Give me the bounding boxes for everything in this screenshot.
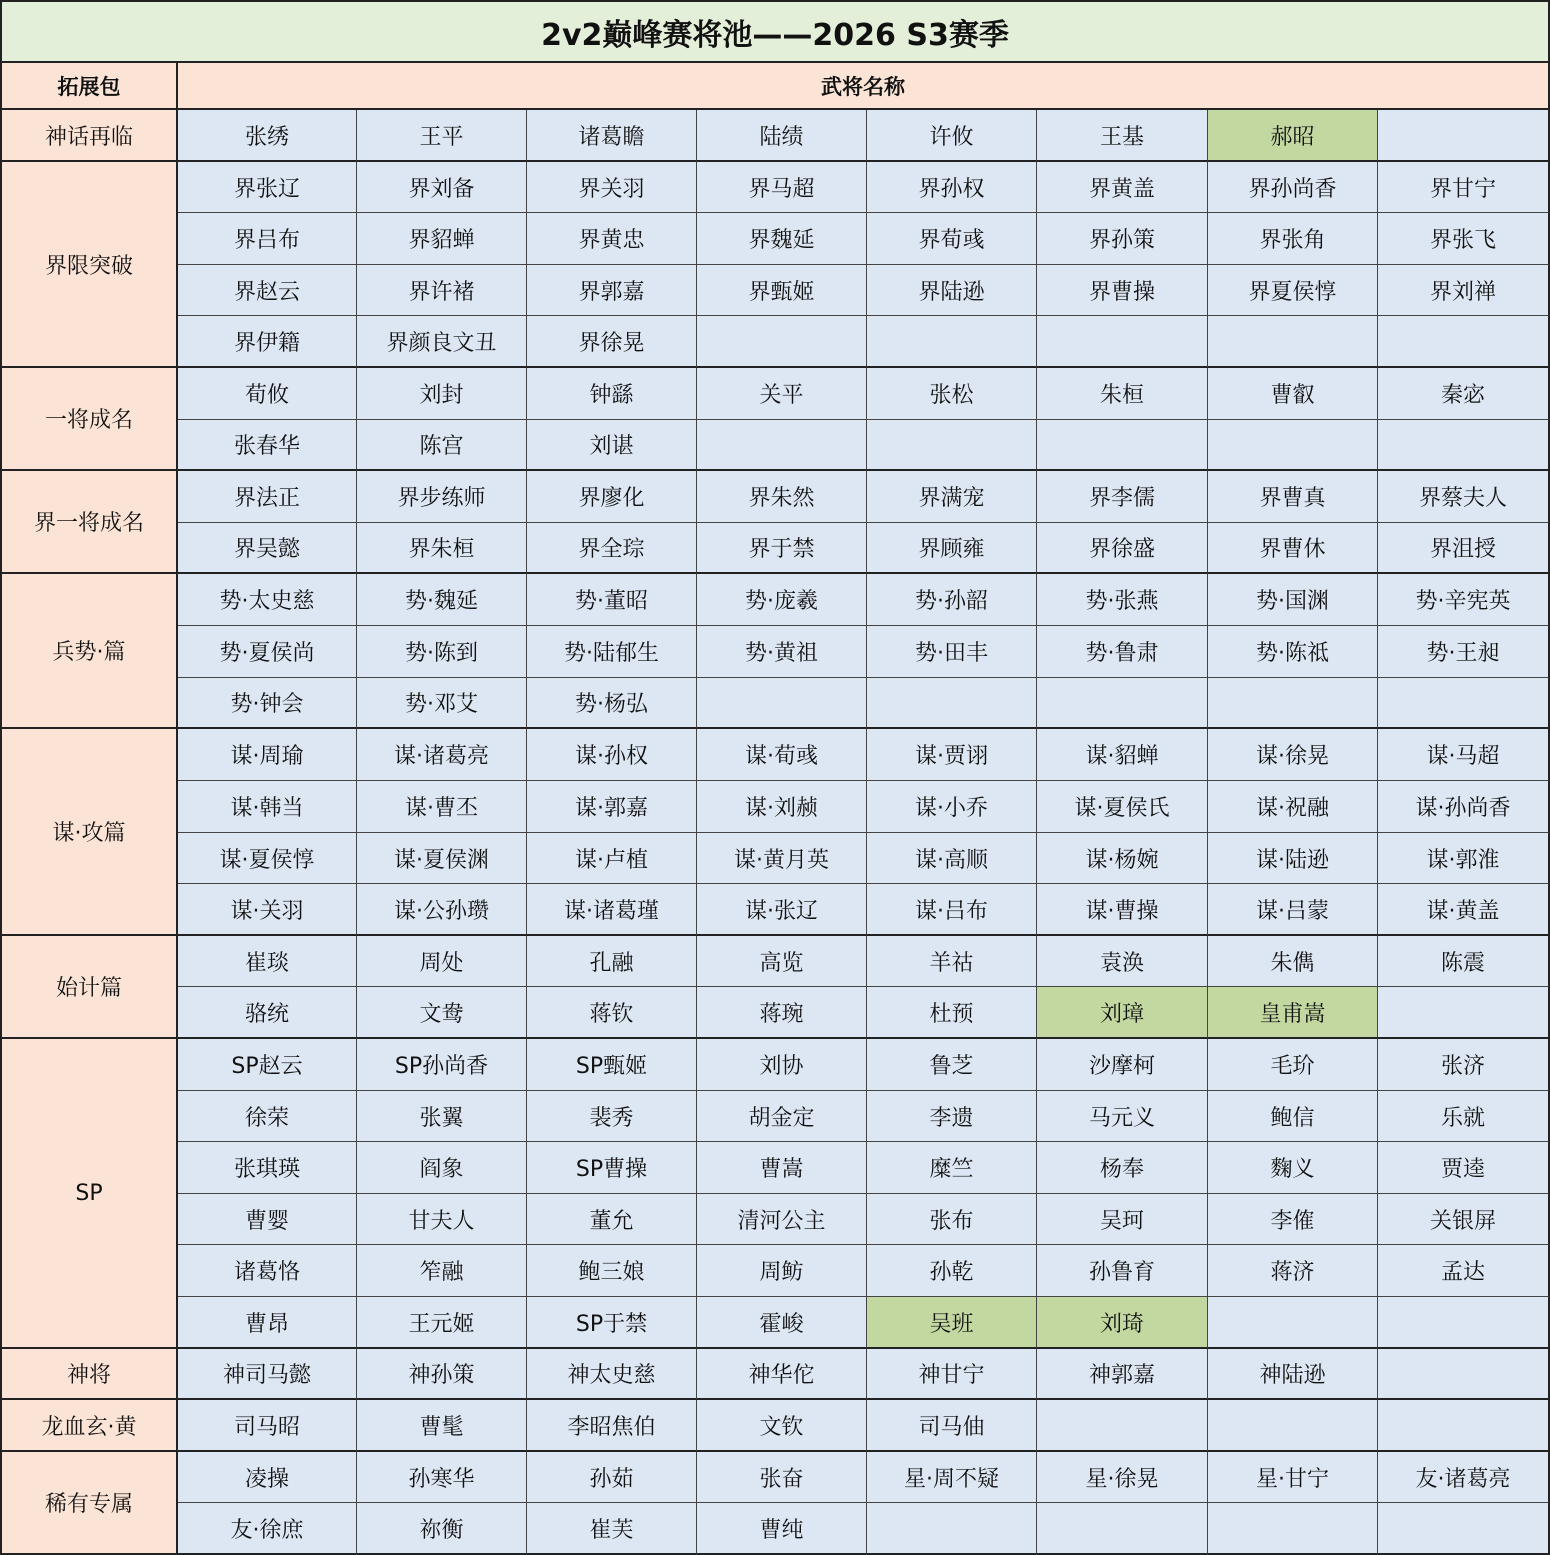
header-row	[0, 63, 1550, 110]
hero-cell: 郝昭	[1208, 110, 1378, 162]
hero-cell: 甘夫人	[357, 1194, 527, 1245]
pack-label: 一将成名	[0, 368, 178, 471]
hero-cell: 势·杨弘	[527, 678, 697, 729]
hero-cell: 势·邓艾	[357, 678, 527, 729]
hero-cell: 势·庞羲	[697, 574, 867, 626]
hero-cell: 友·诸葛亮	[1378, 1452, 1550, 1503]
hero-cell: 刘琦	[1037, 1297, 1208, 1349]
hero-cell: 界全琮	[527, 523, 697, 574]
empty-cell	[867, 1503, 1037, 1555]
hero-cell: 许攸	[867, 110, 1037, 162]
hero-cell: SP孙尚香	[357, 1039, 527, 1091]
hero-cell: 曹昂	[178, 1297, 357, 1349]
empty-cell	[1208, 678, 1378, 729]
hero-cell: 诸葛瞻	[527, 110, 697, 162]
empty-cell	[1378, 420, 1550, 471]
hero-cell: 高览	[697, 936, 867, 987]
hero-cell: 陈宫	[357, 420, 527, 471]
hero-cell: SP曹操	[527, 1142, 697, 1194]
hero-cell: 谋·黄盖	[1378, 884, 1550, 936]
hero-cell: 司马伷	[867, 1400, 1037, 1452]
empty-cell	[1378, 1349, 1550, 1400]
hero-cell: 界曹休	[1208, 523, 1378, 574]
hero-cell: 毛玠	[1208, 1039, 1378, 1091]
hero-cell: 羊祜	[867, 936, 1037, 987]
hero-cell: 乐就	[1378, 1091, 1550, 1142]
hero-cell: 马元义	[1037, 1091, 1208, 1142]
hero-cell: 李遗	[867, 1091, 1037, 1142]
hero-cell: 界蔡夫人	[1378, 471, 1550, 523]
hero-cell: SP于禁	[527, 1297, 697, 1349]
hero-cell: 刘璋	[1037, 987, 1208, 1039]
hero-cell: 周处	[357, 936, 527, 987]
hero-cell: 胡金定	[697, 1091, 867, 1142]
hero-cell: 张春华	[178, 420, 357, 471]
hero-cell: 陆绩	[697, 110, 867, 162]
hero-cell: 张绣	[178, 110, 357, 162]
hero-cell: 清河公主	[697, 1194, 867, 1245]
hero-cell: 谋·徐晃	[1208, 729, 1378, 781]
hero-cell: 崔琰	[178, 936, 357, 987]
hero-cell: 界刘禅	[1378, 265, 1550, 316]
hero-cell: 骆统	[178, 987, 357, 1039]
hero-cell: 陈震	[1378, 936, 1550, 987]
hero-cell: 谋·公孙瓒	[357, 884, 527, 936]
hero-cell: SP赵云	[178, 1039, 357, 1091]
hero-cell: 界张角	[1208, 213, 1378, 265]
hero-cell: 谋·孙尚香	[1378, 781, 1550, 833]
hero-cell: 界廖化	[527, 471, 697, 523]
empty-cell	[1378, 987, 1550, 1039]
hero-cell: 神甘宁	[867, 1349, 1037, 1400]
hero-cell: 谋·吕布	[867, 884, 1037, 936]
empty-cell	[867, 420, 1037, 471]
hero-cell: 界刘备	[357, 162, 527, 213]
hero-cell: 张松	[867, 368, 1037, 420]
hero-cell: 鲁芝	[867, 1039, 1037, 1091]
hero-cell: 界孙权	[867, 162, 1037, 213]
hero-cell: 朱儁	[1208, 936, 1378, 987]
hero-cell: 贾逵	[1378, 1142, 1550, 1194]
hero-cell: 神陆逊	[1208, 1349, 1378, 1400]
hero-cell: 谋·小乔	[867, 781, 1037, 833]
hero-cell: 谋·高顺	[867, 833, 1037, 884]
hero-cell: 笮融	[357, 1245, 527, 1297]
hero-cell: 界李儒	[1037, 471, 1208, 523]
hero-cell: 谋·贾诩	[867, 729, 1037, 781]
hero-cell: 谋·黄月英	[697, 833, 867, 884]
hero-cell: 谋·诸葛瑾	[527, 884, 697, 936]
hero-cell: 界曹操	[1037, 265, 1208, 316]
hero-cell: 神孙策	[357, 1349, 527, 1400]
hero-cell: 界顾雍	[867, 523, 1037, 574]
hero-cell: 杨奉	[1037, 1142, 1208, 1194]
hero-cell: 神华佗	[697, 1349, 867, 1400]
hero-cell: 崔芙	[527, 1503, 697, 1555]
hero-cell: 界吕布	[178, 213, 357, 265]
hero-cell: 界吴懿	[178, 523, 357, 574]
hero-cell: 星·周不疑	[867, 1452, 1037, 1503]
empty-cell	[1378, 1297, 1550, 1349]
hero-cell: 钟繇	[527, 368, 697, 420]
hero-cell: 秦宓	[1378, 368, 1550, 420]
empty-cell	[1208, 1503, 1378, 1555]
hero-cell: 界张辽	[178, 162, 357, 213]
hero-cell: 谋·马超	[1378, 729, 1550, 781]
hero-cell: 谋·陆逊	[1208, 833, 1378, 884]
empty-cell	[867, 316, 1037, 368]
hero-cell: 王基	[1037, 110, 1208, 162]
hero-cell: 张奋	[697, 1452, 867, 1503]
hero-cell: 势·钟会	[178, 678, 357, 729]
hero-cell: 界夏侯惇	[1208, 265, 1378, 316]
hero-cell: 界伊籍	[178, 316, 357, 368]
pack-label: 神将	[0, 1349, 178, 1400]
empty-cell	[1037, 1400, 1208, 1452]
hero-cell: 谋·貂蝉	[1037, 729, 1208, 781]
hero-cell: 李傕	[1208, 1194, 1378, 1245]
hero-cell: 谋·夏侯渊	[357, 833, 527, 884]
hero-cell: 司马昭	[178, 1400, 357, 1452]
hero-cell: 界颜良文丑	[357, 316, 527, 368]
hero-cell: 势·辛宪英	[1378, 574, 1550, 626]
hero-cell: 谋·曹操	[1037, 884, 1208, 936]
hero-cell: 界朱然	[697, 471, 867, 523]
empty-cell	[697, 420, 867, 471]
pack-label: 龙血玄·黄	[0, 1400, 178, 1452]
hero-cell: 蒋钦	[527, 987, 697, 1039]
hero-cell: 界许褚	[357, 265, 527, 316]
hero-cell: 曹髦	[357, 1400, 527, 1452]
hero-cell: 界步练师	[357, 471, 527, 523]
empty-cell	[697, 678, 867, 729]
empty-cell	[1208, 1297, 1378, 1349]
empty-cell	[1037, 316, 1208, 368]
hero-cell: 关银屏	[1378, 1194, 1550, 1245]
hero-cell: 谋·夏侯氏	[1037, 781, 1208, 833]
hero-cell: 糜竺	[867, 1142, 1037, 1194]
hero-cell: 势·黄祖	[697, 626, 867, 678]
hero-cell: 霍峻	[697, 1297, 867, 1349]
hero-cell: 曹婴	[178, 1194, 357, 1245]
hero-cell: 张布	[867, 1194, 1037, 1245]
hero-cell: 势·田丰	[867, 626, 1037, 678]
hero-cell: 蒋琬	[697, 987, 867, 1039]
hero-cell: 势·鲁肃	[1037, 626, 1208, 678]
pack-label: 界限突破	[0, 162, 178, 368]
hero-cell: 吴珂	[1037, 1194, 1208, 1245]
empty-cell	[1208, 1400, 1378, 1452]
hero-cell: 谋·吕蒙	[1208, 884, 1378, 936]
hero-cell: 谋·周瑜	[178, 729, 357, 781]
hero-cell: 裴秀	[527, 1091, 697, 1142]
hero-cell: 文鸯	[357, 987, 527, 1039]
hero-cell: 沙摩柯	[1037, 1039, 1208, 1091]
hero-cell: 董允	[527, 1194, 697, 1245]
empty-cell	[1378, 316, 1550, 368]
hero-cell: 张琪瑛	[178, 1142, 357, 1194]
hero-cell: 势·陆郁生	[527, 626, 697, 678]
empty-cell	[867, 678, 1037, 729]
hero-cell: 势·孙韶	[867, 574, 1037, 626]
hero-cell: 星·徐晃	[1037, 1452, 1208, 1503]
hero-cell: 鲍三娘	[527, 1245, 697, 1297]
hero-cell: 鲍信	[1208, 1091, 1378, 1142]
hero-cell: 友·徐庶	[178, 1503, 357, 1555]
hero-cell: 关平	[697, 368, 867, 420]
hero-cell: 孔融	[527, 936, 697, 987]
hero-cell: 势·魏延	[357, 574, 527, 626]
pack-label: 谋·攻篇	[0, 729, 178, 936]
empty-cell	[1037, 678, 1208, 729]
empty-cell	[1037, 1503, 1208, 1555]
hero-cell: 界荀彧	[867, 213, 1037, 265]
hero-cell: 李昭焦伯	[527, 1400, 697, 1452]
hero-cell: 界甄姬	[697, 265, 867, 316]
hero-cell: 谋·曹丕	[357, 781, 527, 833]
hero-cell: 谋·卢植	[527, 833, 697, 884]
hero-cell: 界沮授	[1378, 523, 1550, 574]
empty-cell	[1378, 1400, 1550, 1452]
hero-cell: 谋·韩当	[178, 781, 357, 833]
hero-cell: 孟达	[1378, 1245, 1550, 1297]
hero-cell: 曹纯	[697, 1503, 867, 1555]
hero-cell: 曹叡	[1208, 368, 1378, 420]
hero-cell: 界甘宁	[1378, 162, 1550, 213]
hero-cell: 界郭嘉	[527, 265, 697, 316]
hero-cell: 刘封	[357, 368, 527, 420]
hero-cell: 势·国渊	[1208, 574, 1378, 626]
hero-cell: 周鲂	[697, 1245, 867, 1297]
empty-cell	[1037, 420, 1208, 471]
hero-cell: 界朱桓	[357, 523, 527, 574]
hero-cell: 势·董昭	[527, 574, 697, 626]
hero-cell: 界陆逊	[867, 265, 1037, 316]
hero-cell: 界张飞	[1378, 213, 1550, 265]
hero-cell: 皇甫嵩	[1208, 987, 1378, 1039]
hero-cell: 曹嵩	[697, 1142, 867, 1194]
hero-cell: 谋·郭淮	[1378, 833, 1550, 884]
hero-cell: 势·太史慈	[178, 574, 357, 626]
hero-cell: 诸葛恪	[178, 1245, 357, 1297]
hero-cell: 孙寒华	[357, 1452, 527, 1503]
hero-cell: 界孙尚香	[1208, 162, 1378, 213]
hero-cell: 界马超	[697, 162, 867, 213]
hero-cell: 文钦	[697, 1400, 867, 1452]
hero-cell: 谋·夏侯惇	[178, 833, 357, 884]
hero-cell: 界魏延	[697, 213, 867, 265]
hero-cell: 界满宠	[867, 471, 1037, 523]
hero-cell: 吴班	[867, 1297, 1037, 1349]
hero-cell: 界黄盖	[1037, 162, 1208, 213]
hero-cell: 界黄忠	[527, 213, 697, 265]
hero-cell: 神郭嘉	[1037, 1349, 1208, 1400]
hero-cell: 阎象	[357, 1142, 527, 1194]
hero-cell: 孙鲁育	[1037, 1245, 1208, 1297]
hero-cell: 朱桓	[1037, 368, 1208, 420]
hero-cell: 徐荣	[178, 1091, 357, 1142]
hero-cell: 势·夏侯尚	[178, 626, 357, 678]
hero-cell: 孙茹	[527, 1452, 697, 1503]
hero-cell: 谋·荀彧	[697, 729, 867, 781]
empty-cell	[1208, 316, 1378, 368]
hero-cell: 张济	[1378, 1039, 1550, 1091]
hero-cell: 凌操	[178, 1452, 357, 1503]
hero-cell: 势·陈祗	[1208, 626, 1378, 678]
hero-cell: 界关羽	[527, 162, 697, 213]
hero-cell: 王元姬	[357, 1297, 527, 1349]
hero-cell: 谋·杨婉	[1037, 833, 1208, 884]
pack-label: 兵势·篇	[0, 574, 178, 729]
hero-cell: 麴义	[1208, 1142, 1378, 1194]
hero-cell: 谋·诸葛亮	[357, 729, 527, 781]
header-names: 武将名称	[178, 63, 1550, 110]
hero-cell: 星·甘宁	[1208, 1452, 1378, 1503]
hero-cell: 界貂蝉	[357, 213, 527, 265]
hero-cell: 孙乾	[867, 1245, 1037, 1297]
sheet-title: 2v2巅峰赛将池——2026 S3赛季	[0, 0, 1550, 63]
pack-label: 界一将成名	[0, 471, 178, 574]
hero-cell: SP甄姬	[527, 1039, 697, 1091]
hero-cell: 界曹真	[1208, 471, 1378, 523]
pack-label: 始计篇	[0, 936, 178, 1039]
hero-cell: 王平	[357, 110, 527, 162]
hero-cell: 神司马懿	[178, 1349, 357, 1400]
hero-cell: 界于禁	[697, 523, 867, 574]
hero-cell: 势·陈到	[357, 626, 527, 678]
hero-cell: 荀攸	[178, 368, 357, 420]
hero-cell: 界孙策	[1037, 213, 1208, 265]
hero-cell: 势·王昶	[1378, 626, 1550, 678]
pack-label: 稀有专属	[0, 1452, 178, 1555]
empty-cell	[697, 316, 867, 368]
hero-cell: 界赵云	[178, 265, 357, 316]
header-pack: 拓展包	[0, 63, 178, 110]
hero-cell: 谋·刘赪	[697, 781, 867, 833]
hero-cell: 界徐盛	[1037, 523, 1208, 574]
hero-cell: 刘协	[697, 1039, 867, 1091]
empty-cell	[1208, 420, 1378, 471]
hero-cell: 刘谌	[527, 420, 697, 471]
hero-cell: 蒋济	[1208, 1245, 1378, 1297]
empty-cell	[1378, 110, 1550, 162]
hero-cell: 界徐晃	[527, 316, 697, 368]
hero-table	[0, 110, 1550, 1555]
hero-cell: 谋·郭嘉	[527, 781, 697, 833]
empty-cell	[1378, 678, 1550, 729]
hero-cell: 祢衡	[357, 1503, 527, 1555]
hero-cell: 神太史慈	[527, 1349, 697, 1400]
hero-cell: 袁涣	[1037, 936, 1208, 987]
hero-cell: 谋·张辽	[697, 884, 867, 936]
empty-cell	[1378, 1503, 1550, 1555]
hero-cell: 张翼	[357, 1091, 527, 1142]
hero-cell: 杜预	[867, 987, 1037, 1039]
pack-label: 神话再临	[0, 110, 178, 162]
hero-cell: 谋·孙权	[527, 729, 697, 781]
pack-label: SP	[0, 1039, 178, 1349]
hero-cell: 谋·关羽	[178, 884, 357, 936]
hero-cell: 势·张燕	[1037, 574, 1208, 626]
hero-cell: 界法正	[178, 471, 357, 523]
hero-cell: 谋·祝融	[1208, 781, 1378, 833]
